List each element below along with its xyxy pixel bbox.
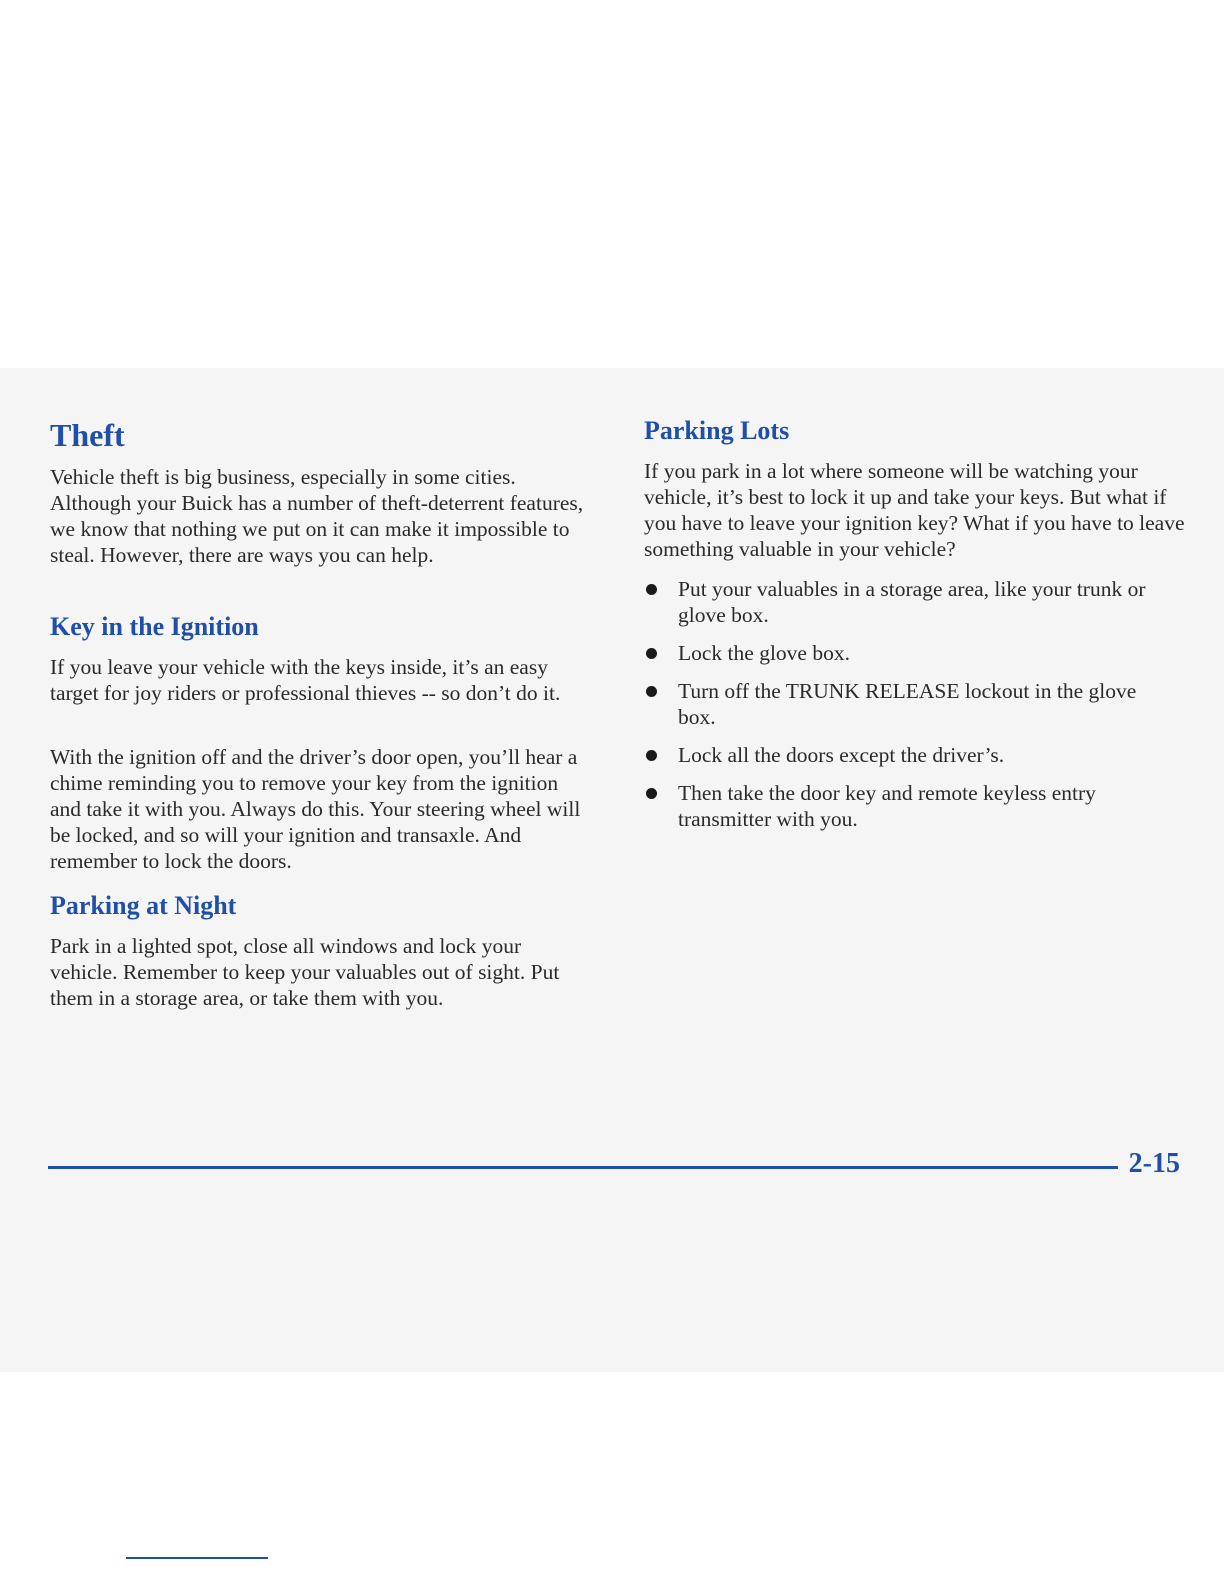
bullet-item <box>644 678 1164 730</box>
bullet-text: Then take the door key and remote keyless entry transmitter with you. <box>678 781 1096 831</box>
bullet-text: Turn off the TRUNK RELEASE lockout in the glove box. <box>678 679 1137 729</box>
key-in-ignition-paragraph-2: With the ignition off and the driver’s door open, you’ll hear a chime reminding you to remove your key from the ignition and take it with you. Always do this. Your steering wheel will be locked, and so will your ignition and transaxle. And remember to lock the doors. <box>50 745 581 873</box>
parking-lots-bullet-list <box>644 576 1164 844</box>
bullet-text: Lock all the doors except the driver’s. <box>678 743 1005 767</box>
bullet-item <box>644 780 1164 832</box>
bullet-dot-icon <box>646 584 657 595</box>
bullet-dot-icon <box>646 686 657 697</box>
manual-page <box>0 368 1224 1372</box>
page-number: 2-15 <box>1128 1148 1180 1179</box>
key-in-ignition-paragraph-1: If you leave your vehicle with the keys inside, it’s an easy target for joy riders or professional thieves -- so don’t do it. <box>50 655 561 705</box>
parking-at-night-heading: Parking at Night <box>50 891 237 920</box>
footer-divider <box>48 1166 1118 1169</box>
bullet-dot-icon <box>646 648 657 659</box>
parking-lots-paragraph: If you park in a lot where someone will be watching your vehicle, it’s best to lock it up and take your keys. But what if you have to leave your ignition key? What if you have to leave something valuable in your vehicle? <box>644 459 1185 561</box>
bullet-text: Put your valuables in a storage area, like your trunk or glove box. <box>678 577 1146 627</box>
bullet-dot-icon <box>646 788 657 799</box>
bullet-item <box>644 640 1164 666</box>
theft-paragraph: Vehicle theft is big business, especially in some cities. Although your Buick has a number of theft-deterrent features, we know that nothing we put on it can make it impossible to steal. However, there are ways you can help. <box>50 465 584 567</box>
bullet-text: Lock the glove box. <box>678 641 850 665</box>
bullet-item <box>644 576 1164 628</box>
parking-at-night-paragraph: Park in a lighted spot, close all windows and lock your vehicle. Remember to keep your valuables out of sight. Put them in a storage area, or take them with you. <box>50 934 560 1010</box>
theft-heading: Theft <box>50 417 125 453</box>
key-in-ignition-heading: Key in the Ignition <box>50 612 259 641</box>
bullet-dot-icon <box>646 750 657 761</box>
bullet-item <box>644 742 1164 768</box>
bottom-divider <box>126 1557 268 1559</box>
parking-lots-heading: Parking Lots <box>644 416 790 445</box>
